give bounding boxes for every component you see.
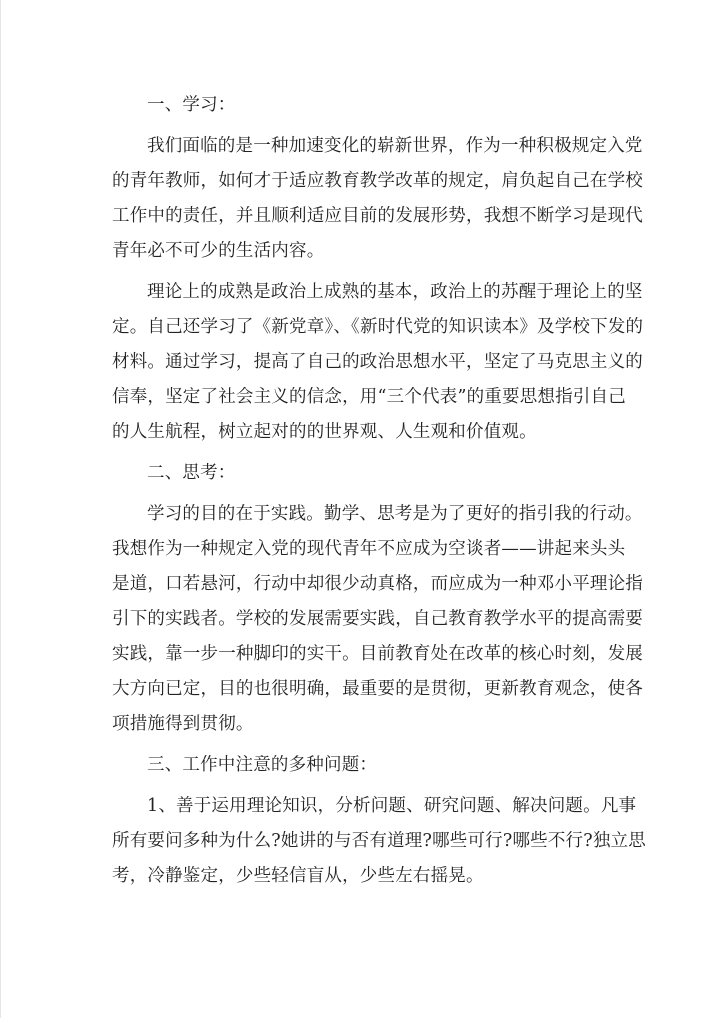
paragraph-line: 我们面临的是一种加速变化的崭新世界，作为一种积极规定入党	[147, 136, 643, 156]
paragraph-line: 所有要问多种为什么?她讲的与否有道理?哪些可行?哪些不行?独立思	[112, 831, 646, 851]
document-body	[112, 88, 646, 900]
paragraph-line: 引下的实践者。学校的发展需要实践，自己教育教学水平的提高需要	[112, 609, 643, 629]
section-heading-work-issues: 三、工作中注意的多种问题：	[147, 755, 378, 775]
paragraph-practice	[112, 497, 643, 742]
paragraph-line: 1、善于运用理论知识，分析问题、研究问题、解决问题。凡事	[147, 796, 637, 816]
paragraph-line: 学习的目的在于实践。勤学、思考是为了更好的指引我的行动。	[147, 504, 643, 524]
paragraph-line: 考，冷静鉴定，少些轻信盲从，少些左右摇晃。	[112, 866, 484, 886]
paragraph-line: 定。自己还学习了《新党章》、《新时代党的知识读本》及学校下发的	[112, 317, 644, 337]
section-heading-thinking: 二、思考：	[147, 463, 236, 483]
paragraph-line: 是道，口若悬河，行动中却很少动真格，而应成为一种邓小平理论指	[112, 574, 643, 594]
paragraph-study-intro	[112, 129, 643, 269]
section-heading-study: 一、学习：	[147, 95, 236, 115]
page-edge	[0, 0, 1, 1018]
paragraph-line: 项措施得到贯彻。	[112, 714, 254, 734]
paragraph-line: 信奉，坚定了社会主义的信念，用“三个代表”的重要思想指引自己	[112, 387, 626, 407]
paragraph-line: 大方向已定，目的也很明确，最重要的是贯彻，更新教育观念，使各	[112, 679, 643, 699]
paragraph-line: 实践，靠一步一种脚印的实干。目前教育处在改革的核心时刻，发展	[112, 644, 643, 664]
paragraph-line: 青年必不可少的生活内容。	[112, 241, 325, 261]
paragraph-line: 的青年教师，如何才于适应教育教学改革的规定，肩负起自己在学校	[112, 171, 643, 191]
paragraph-issue-1	[112, 789, 646, 894]
paragraph-line: 工作中的责任，并且顺利适应目前的发展形势，我想不断学习是现代	[112, 206, 643, 226]
paragraph-line: 的人生航程，树立起对的的世界观、人生观和价值观。	[112, 422, 537, 442]
paragraph-line: 理论上的成熟是政治上成熟的基本，政治上的苏醒于理论上的坚	[147, 282, 643, 302]
paragraph-theory	[112, 275, 644, 450]
paragraph-line: 材料。通过学习，提高了自己的政治思想水平，坚定了马克思主义的	[112, 352, 643, 372]
paragraph-line: 我想作为一种规定入党的现代青年不应成为空谈者——讲起来头头	[112, 539, 626, 559]
